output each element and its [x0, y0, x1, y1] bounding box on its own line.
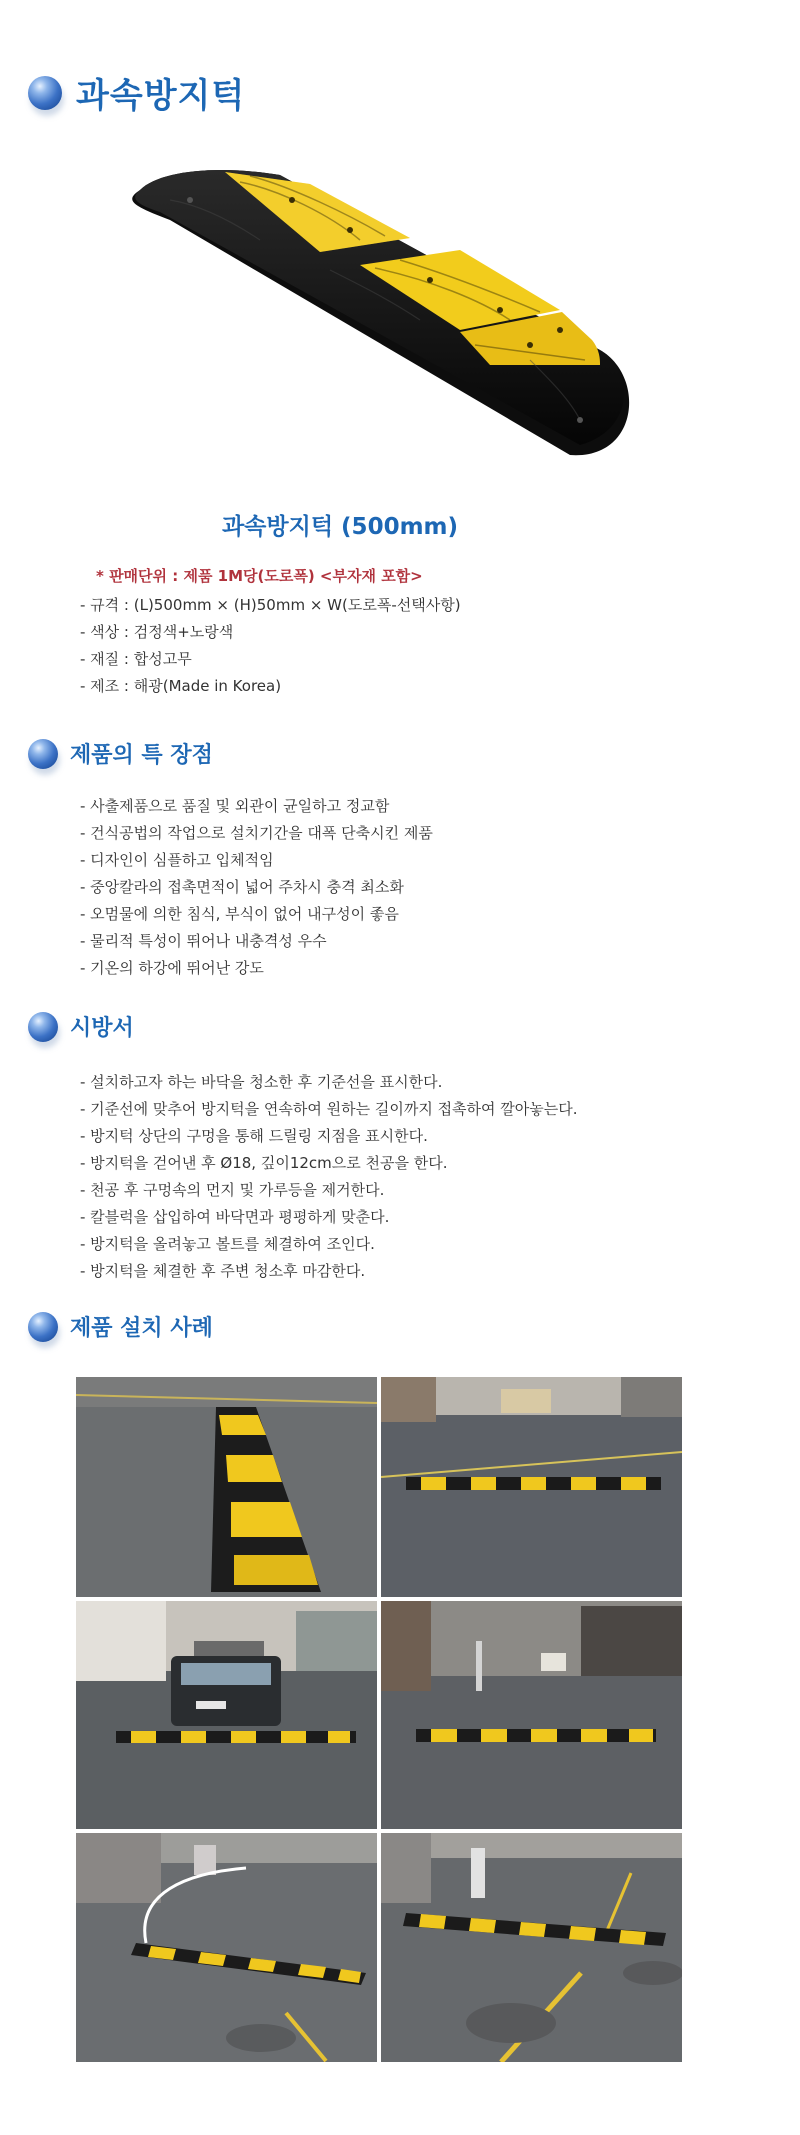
- feature-item: - 오멈물에 의한 침식, 부식이 없어 내구성이 좋음: [80, 905, 399, 923]
- cases-title: 제품 설치 사례: [70, 1316, 213, 1341]
- sale-unit-note: * 판매단위 : 제품 1M당(도로폭) <부자재 포함>: [96, 567, 423, 585]
- install-step: - 설치하고자 하는 바닥을 청소한 후 기준선을 표시한다.: [80, 1073, 443, 1091]
- product-image: [130, 160, 640, 470]
- product-caption: 과속방지턱 (500mm): [221, 514, 459, 540]
- install-step: - 방지턱을 올려놓고 볼트를 체결하여 조인다.: [80, 1235, 375, 1253]
- install-step: - 방지턱 상단의 구멍을 통해 드릴링 지점을 표시한다.: [80, 1127, 428, 1145]
- features-header: [28, 738, 213, 769]
- install-step: - 기준선에 맞추어 방지턱을 연속하여 원하는 길이까지 접촉하여 깔아놓는다.: [80, 1100, 578, 1118]
- install-list: [80, 1069, 578, 1285]
- blue-orb-icon: [28, 76, 62, 110]
- install-header: [28, 1011, 134, 1042]
- spec-item: - 규격 : (L)500mm × (H)50mm × W(도로폭-선택사항): [80, 596, 461, 614]
- spec-item: - 색상 : 검정색+노랑색: [80, 623, 234, 641]
- features-title: 제품의 특 장점: [70, 743, 213, 768]
- installation-photo: [381, 1833, 682, 2062]
- blue-orb-icon: [28, 1012, 58, 1042]
- feature-item: - 사출제품으로 품질 및 외관이 균일하고 정교함: [80, 797, 390, 815]
- install-step: - 방지턱을 체결한 후 주변 청소후 마감한다.: [80, 1262, 366, 1280]
- spec-item: - 제조 : 해광(Made in Korea): [80, 677, 282, 695]
- cases-header: [28, 1311, 213, 1342]
- feature-item: - 건식공법의 작업으로 설치기간을 대폭 단축시킨 제품: [80, 824, 433, 842]
- blue-orb-icon: [28, 1312, 58, 1342]
- feature-item: - 물리적 특성이 뛰어나 내충격성 우수: [80, 932, 327, 950]
- install-title: 시방서: [70, 1016, 134, 1041]
- page-header: [28, 68, 245, 117]
- page-title: 과속방지턱: [76, 76, 246, 116]
- install-step: - 천공 후 구멍속의 먼지 및 가루등을 제거한다.: [80, 1181, 385, 1199]
- feature-item: - 기온의 하강에 뛰어난 강도: [80, 959, 264, 977]
- installation-photo-grid: [76, 1377, 686, 2064]
- installation-photo: [76, 1377, 377, 1597]
- installation-photo: [76, 1833, 377, 2062]
- install-step: - 방지턱을 걷어낸 후 Ø18, 깊이12cm으로 천공을 한다.: [80, 1154, 448, 1172]
- installation-photo: [381, 1377, 682, 1597]
- blue-orb-icon: [28, 739, 58, 769]
- features-list: [80, 793, 433, 982]
- installation-photo: [381, 1601, 682, 1829]
- spec-item: - 재질 : 합성고무: [80, 650, 192, 668]
- feature-item: - 중앙칼라의 접촉면적이 넓어 주차시 충격 최소화: [80, 878, 404, 896]
- spec-list: [80, 592, 461, 700]
- feature-item: - 디자인이 심플하고 입체적임: [80, 851, 274, 869]
- install-step: - 칼블럭을 삽입하여 바닥면과 평평하게 맞춘다.: [80, 1208, 390, 1226]
- installation-photo: [76, 1601, 377, 1829]
